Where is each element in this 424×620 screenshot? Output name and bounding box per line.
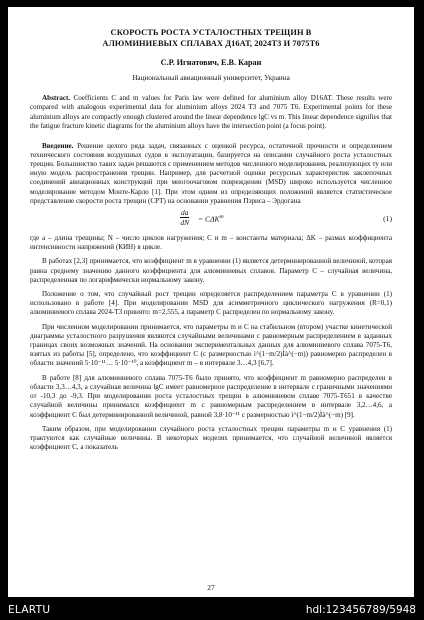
paris-equation (30, 208, 392, 232)
abstract-text: Coefficients C and m values for Paris law were defined for aluminium alloy D16AT. These results were compared with analogous experimental data for aluminium alloys 2024 T3 and 7075 T6. Experimental points for these aluminium alloys are compactly enough clustered around the linear dependence lgC vs m. This linear dependence signifies that the fatigue fracture kinetic diagrams for the aluminium alloys have the intersection point (a focus point). (30, 94, 392, 131)
title-line-1: СКОРОСТЬ РОСТА УСТАЛОСТНЫХ ТРЕЩИН В (110, 28, 312, 37)
equation-number: (1) (383, 214, 392, 224)
intro-text: Решение целого ряда задач, связанных с оценкой ресурса, остаточной прочности и определением технического состояния воздушных судов в эксплуатации, базируется на описании случайного роста усталостных трещин. Большинство таких задач решаются с применением методов численного моделирования, реализующих ту или иную модель распространения трещин. Например, для расчетной оценки ресурсных характеристик заклепочных соединений авиационных конструкций при многоочаговом повреждении (MSD) широко используется численное моделирование методом Монте-Карло [1]. При этом одним из определяющих положений является статистическое представление скорости роста трещин (СРТ) на основании уравнения Пэриса – Эрдогана (30, 141, 392, 205)
paper-page (8, 7, 414, 597)
authors: С.Р. Игнатович, Е.В. Каран (160, 58, 262, 67)
body-paragraph-5: В работе [8] для алюминиевого сплава 7075-Т6 было принято, что коэффициент m равномерно распределен в области 3,3…4,3, а случайная величина lgC имеет равномерное распределение в интервале с граничными значениями от -10,3 до -9,3. При моделировании роста усталостных трещин в алюминиевом сплаве 7075-Т651 в качестве случайной величины принимался коэффициент m с равномерным распределением в интервале 3,2…4,6, а коэффициент C был детерминированной величиной, равной 3,8·10⁻¹¹ с размерностью ì^(1−m/2)Ìà^(−m) [9]. (30, 373, 392, 419)
body-paragraph-1: где a – длина трещины; N – число циклов нагружения; C и m – константы материала; ΔK – размах коэффициента интенсивности напряжений (КИН) в цикле. (30, 234, 392, 252)
equation-rhs (198, 214, 224, 224)
intro-label: Введение. (42, 141, 74, 150)
affiliation: Национальный авиационный университет, Украина (132, 74, 290, 82)
title-line-2: АЛЮМИНИЕВЫХ СПЛАВАХ Д16АТ, 2024Т3 И 7075Т6 (102, 39, 320, 48)
equation-rhs-text: = CΔK (198, 214, 220, 224)
body-paragraph-3: Положение о том, что случайный рост трещин определяется распределением параметра C в уравнении (1) использовано в работе [4]. При моделировании MSD для асимметричного циклического нагружения (R=0,1) алюминиевого сплава 2024-Т3 принято: m=2,555, а параметр C распределен по нормальному закону. (30, 290, 392, 317)
paper-title (30, 27, 392, 49)
abstract (30, 94, 392, 132)
body-paragraph-6: Таким образом, при моделировании случайного роста усталостных трещин параметры m и C уравнения (1) трактуются как случайные величины. В некоторых моделях принимается, что случайной величиной является коэффициент C, а показатель (30, 424, 392, 452)
intro-paragraph (30, 142, 392, 206)
equation-exponent: m (219, 214, 224, 221)
handle-label: hdl:123456789/5948 (305, 604, 416, 616)
equation-denominator: dN (180, 218, 189, 228)
repository-label: ELARTU (8, 604, 51, 616)
body-paragraph-2: В работах [2,3] принимается, что коэффициент m в уравнении (1) является детерминированной величиной, которая равна среднему значению данного коэффициента для алюминиевых сплавов. Параметр C – случайная величина, распределенная по логарифмически нормальному закону. (30, 257, 392, 284)
body-paragraph-4: При численном моделировании принимается, что параметры m и C на стабильном (втором) участке кинетической диаграммы усталостного разрушения являются случайными величинами с равномерным распределением в заданных границах своих возможных значений. На основании экспериментальных данных для алюминиевого сплава 7075-Т6, взятых из работы [5], определено, что коэффициент C (с размерностью ì^(1−m/2)Ìà^(−m)) равномерно распределен в области значений 5·10⁻¹¹… 5·10⁻¹⁰, а коэффициент m – в интервале 3…4,3 [6,7]. (30, 322, 392, 368)
abstract-label: Abstract. (42, 94, 71, 102)
footer-bar (0, 601, 424, 620)
equation-fraction (180, 208, 189, 227)
equation-numerator: da (181, 208, 189, 218)
page-number: 27 (207, 583, 215, 592)
